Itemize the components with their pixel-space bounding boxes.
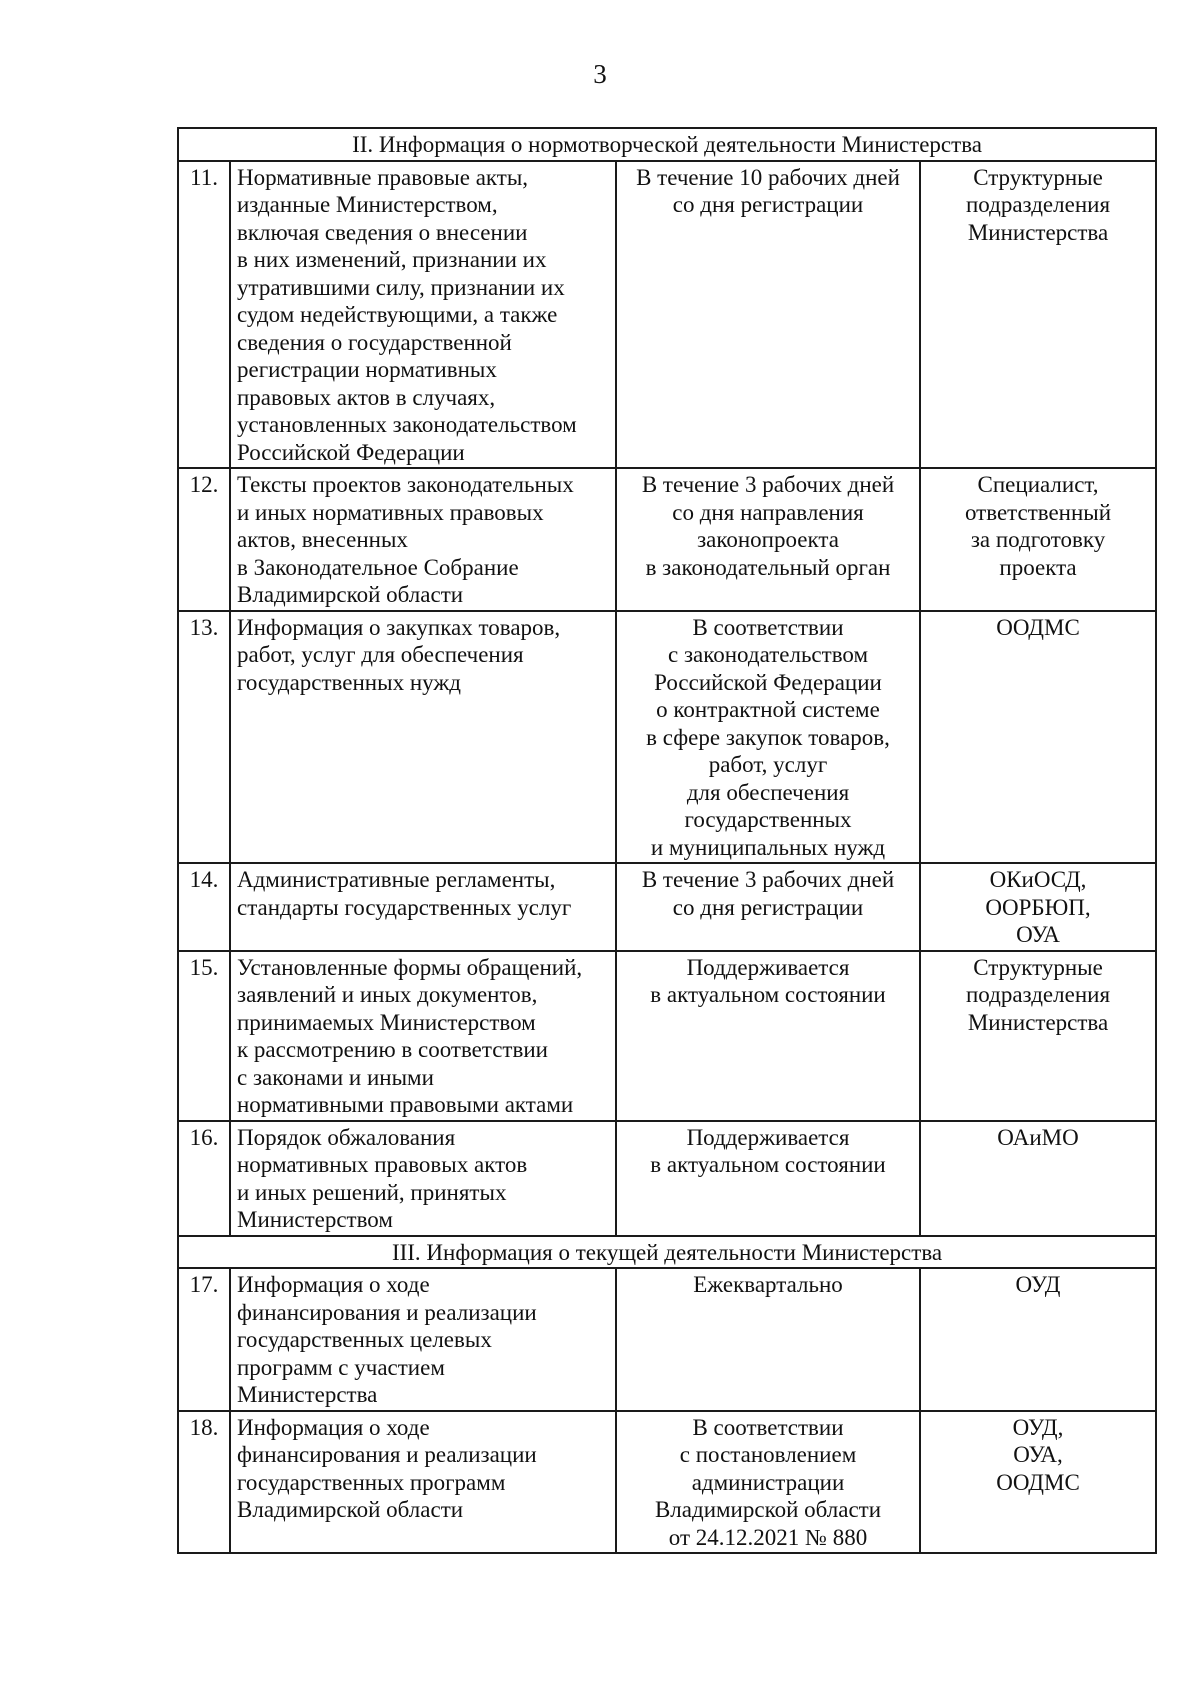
table-row	[178, 863, 1156, 951]
row-number: 12.	[178, 468, 230, 611]
text-line: Порядок обжалования	[237, 1124, 456, 1150]
text-line: Владимирской области	[654, 1497, 882, 1522]
information-table	[177, 127, 1157, 1554]
text-line: ответственный	[964, 499, 1112, 525]
text-line: от 24.12.2021 № 880	[668, 1524, 868, 1550]
text-line: включая сведения о внесении	[237, 219, 528, 245]
section-title: II. Информация о нормотворческой деятельности Министерства	[178, 128, 1156, 161]
text-line: нормативными правовыми актами	[237, 1092, 574, 1117]
text-line: Информация о ходе	[237, 1414, 430, 1440]
text-line: подразделения	[966, 982, 1111, 1007]
text-line: ОУД	[1015, 1272, 1061, 1297]
text-line: судом недействующими, а также	[237, 302, 558, 327]
text-line: для обеспечения	[686, 779, 850, 805]
table-row	[178, 1121, 1156, 1236]
text-line: за подготовку	[970, 527, 1106, 552]
text-line: государственных	[684, 807, 852, 832]
text-line: Министерства	[967, 219, 1109, 245]
text-line: Информация о ходе	[237, 1272, 430, 1297]
row-description	[230, 951, 616, 1121]
text-line: со дня регистрации	[672, 894, 864, 920]
row-number: 18.	[178, 1411, 230, 1554]
text-line: В соответствии	[692, 614, 844, 640]
table-row	[178, 1268, 1156, 1411]
row-number: 13.	[178, 611, 230, 864]
row-number: 16.	[178, 1121, 230, 1236]
text-line: ООДМС	[996, 614, 1080, 640]
text-line: Российской Федерации	[237, 439, 465, 465]
text-line: Российской Федерации	[654, 669, 882, 695]
text-line: с законами и иными	[237, 1064, 434, 1090]
text-line: ООРБЮП,	[985, 894, 1091, 920]
text-line: В соответствии	[692, 1414, 844, 1440]
text-line: В течение 10 рабочих дней	[636, 164, 900, 190]
text-line: со дня регистрации	[672, 192, 864, 217]
text-line: нормативных правовых актов	[237, 1152, 528, 1177]
text-line: Тексты проектов законодательных	[237, 472, 574, 497]
text-line: и муниципальных нужд	[650, 834, 886, 860]
section-header-row	[178, 1236, 1156, 1269]
row-responsible	[920, 1268, 1156, 1411]
text-line: и иных решений, принятых	[237, 1179, 507, 1205]
text-line: государственных целевых	[237, 1327, 492, 1352]
text-line: и иных нормативных правовых	[237, 499, 544, 525]
row-description	[230, 611, 616, 864]
row-responsible	[920, 951, 1156, 1121]
text-line: в актуальном состоянии	[650, 1152, 886, 1177]
text-line: Поддерживается	[686, 954, 850, 980]
text-line: Установленные формы обращений,	[237, 954, 583, 980]
text-line: В течение 3 рабочих дней	[641, 867, 895, 892]
text-line: работ, услуг	[708, 752, 828, 777]
row-responsible	[920, 611, 1156, 864]
text-line: администрации	[691, 1469, 845, 1495]
text-line: проекта	[999, 554, 1077, 580]
table-row	[178, 468, 1156, 611]
text-line: финансирования и реализации	[237, 1299, 537, 1325]
text-line: в законодательный орган	[645, 554, 891, 580]
row-number: 14.	[178, 863, 230, 951]
row-number: 15.	[178, 951, 230, 1121]
text-line: установленных законодательством	[237, 412, 577, 437]
text-line: Министерства	[237, 1382, 378, 1407]
row-description	[230, 863, 616, 951]
row-description	[230, 1268, 616, 1411]
text-line: в Законодательное Собрание	[237, 554, 519, 580]
text-line: регистрации нормативных	[237, 357, 497, 382]
text-line: стандарты государственных услуг	[237, 894, 572, 920]
text-line: актов, внесенных	[237, 527, 408, 552]
row-responsible	[920, 863, 1156, 951]
text-line: программ с участием	[237, 1354, 445, 1380]
table-row	[178, 951, 1156, 1121]
text-line: работ, услуг для обеспечения	[237, 642, 524, 667]
text-line: ОАиМО	[997, 1124, 1079, 1150]
text-line: ОУА	[1016, 922, 1060, 947]
row-responsible	[920, 1411, 1156, 1554]
text-line: Министерством	[237, 1207, 393, 1232]
text-line: Структурные	[973, 164, 1103, 190]
text-line: финансирования и реализации	[237, 1442, 537, 1467]
text-line: Владимирской области	[237, 582, 464, 607]
row-term	[616, 1268, 920, 1411]
text-line: ОКиОСД,	[989, 867, 1087, 892]
section-title: III. Информация о текущей деятельности Министерства	[178, 1236, 1156, 1269]
text-line: со дня направления	[672, 499, 864, 525]
row-responsible	[920, 1121, 1156, 1236]
section-header-row	[178, 128, 1156, 161]
text-line: в актуальном состоянии	[650, 982, 886, 1007]
text-line: с постановлением	[679, 1442, 857, 1467]
text-line: Министерства	[967, 1009, 1109, 1035]
table-row	[178, 161, 1156, 469]
text-line: Специалист,	[977, 472, 1099, 497]
text-line: в сфере закупок товаров,	[646, 724, 890, 750]
text-line: подразделения	[966, 192, 1111, 217]
table-row	[178, 611, 1156, 864]
row-description	[230, 468, 616, 611]
text-line: Ежеквартально	[693, 1272, 843, 1297]
text-line: Нормативные правовые акты,	[237, 164, 529, 190]
row-number: 11.	[178, 161, 230, 469]
text-line: о контрактной системе	[656, 697, 880, 722]
text-line: изданные Министерством,	[237, 192, 498, 217]
text-line: утратившими силу, признании их	[237, 274, 565, 300]
row-term	[616, 468, 920, 611]
text-line: ООДМС	[996, 1469, 1080, 1495]
row-term	[616, 1411, 920, 1554]
row-term	[616, 611, 920, 864]
row-responsible	[920, 468, 1156, 611]
text-line: государственных программ	[237, 1469, 506, 1495]
text-line: заявлений и иных документов,	[237, 982, 538, 1007]
text-line: Административные регламенты,	[237, 867, 556, 892]
page-number: 3	[593, 59, 607, 89]
text-line: Структурные	[973, 954, 1103, 980]
row-description	[230, 1121, 616, 1236]
row-term	[616, 1121, 920, 1236]
text-line: сведения о государственной	[237, 329, 512, 355]
text-line: Поддерживается	[686, 1124, 850, 1150]
row-term	[616, 863, 920, 951]
text-line: правовых актов в случаях,	[237, 384, 496, 410]
row-responsible	[920, 161, 1156, 469]
row-number: 17.	[178, 1268, 230, 1411]
row-term	[616, 951, 920, 1121]
text-line: принимаемых Министерством	[237, 1009, 536, 1035]
table-row	[178, 1411, 1156, 1554]
row-term	[616, 161, 920, 469]
text-line: законопроекта	[697, 527, 839, 552]
text-line: ОУД,	[1012, 1414, 1064, 1440]
text-line: с законодательством	[667, 642, 869, 667]
text-line: Информация о закупках товаров,	[237, 614, 561, 640]
text-line: государственных нужд	[237, 669, 461, 695]
text-line: Владимирской области	[237, 1497, 464, 1522]
row-description	[230, 161, 616, 469]
text-line: ОУА,	[1013, 1442, 1063, 1467]
text-line: В течение 3 рабочих дней	[641, 472, 895, 497]
row-description	[230, 1411, 616, 1554]
text-line: к рассмотрению в соответствии	[237, 1037, 548, 1062]
text-line: в них изменений, признании их	[237, 247, 547, 272]
